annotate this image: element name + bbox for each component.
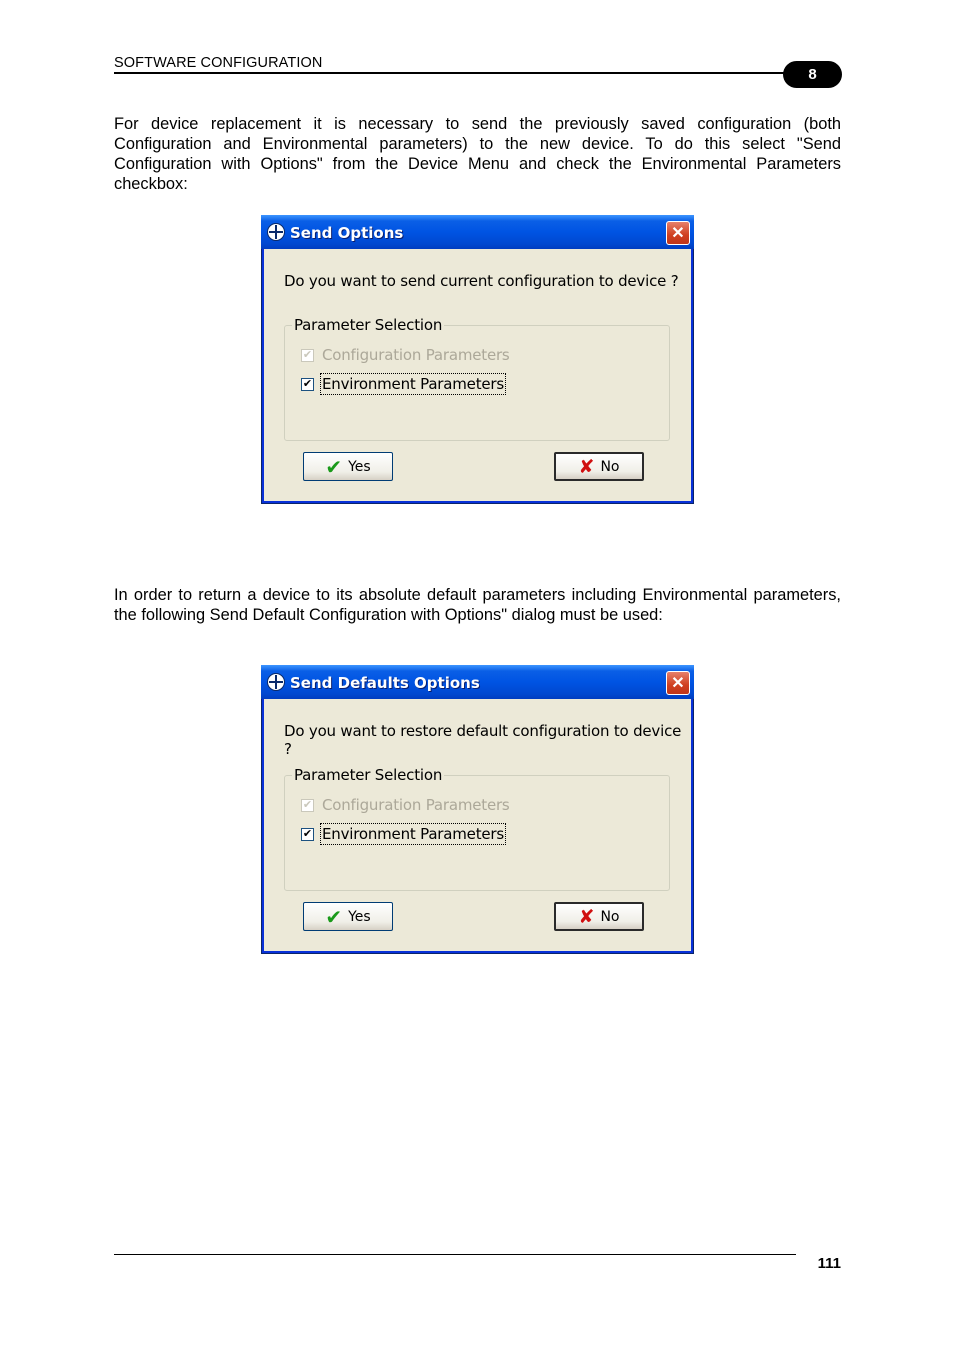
section-title: SOFTWARE CONFIGURATION bbox=[114, 55, 323, 71]
dialog-question: Do you want to send current configuration to device ? bbox=[284, 272, 679, 290]
checkbox-label: Configuration Parameters bbox=[322, 796, 510, 814]
yes-button[interactable] bbox=[303, 902, 393, 931]
no-button[interactable] bbox=[554, 452, 644, 481]
dialog-titlebar[interactable] bbox=[261, 665, 694, 699]
dialog-titlebar[interactable] bbox=[261, 215, 694, 249]
paragraph-device-replacement: For device replacement it is necessary to send the previously saved configuration (both Configuration and Environmental parameters) to the new device. To do this select "Send Configuration with Options" from the Device Menu and check the Environmental Parameters checkbox: bbox=[114, 115, 841, 193]
yes-button[interactable] bbox=[303, 452, 393, 481]
header-rule bbox=[114, 72, 804, 74]
chapter-badge: 8 bbox=[783, 61, 842, 88]
footer-rule bbox=[114, 1254, 796, 1255]
parameter-selection-group bbox=[284, 766, 670, 891]
configuration-parameters-option bbox=[301, 796, 510, 814]
page-number: 111 bbox=[817, 1255, 841, 1272]
configuration-parameters-checkbox bbox=[301, 799, 314, 812]
checkbox-label[interactable]: Environment Parameters bbox=[322, 825, 505, 843]
app-logo-icon bbox=[267, 673, 285, 691]
environment-parameters-option[interactable] bbox=[301, 375, 504, 393]
dialog-client-area bbox=[264, 249, 691, 501]
close-icon: ✕ bbox=[671, 225, 685, 242]
no-button-label: No bbox=[600, 458, 620, 475]
dialog-title: Send Options bbox=[290, 224, 404, 242]
green-check-icon: ✔ bbox=[325, 454, 343, 479]
group-label: Parameter Selection bbox=[294, 316, 443, 334]
green-check-icon: ✔ bbox=[325, 904, 343, 929]
checkbox-label: Configuration Parameters bbox=[322, 346, 510, 364]
environment-parameters-option[interactable] bbox=[301, 825, 504, 843]
environment-parameters-checkbox[interactable] bbox=[301, 828, 314, 841]
environment-parameters-checkbox[interactable] bbox=[301, 378, 314, 391]
checkbox-label[interactable]: Environment Parameters bbox=[322, 375, 505, 393]
red-x-icon: ✘ bbox=[578, 905, 595, 928]
red-x-icon: ✘ bbox=[578, 455, 595, 478]
checkmark-icon: ✔ bbox=[302, 377, 313, 390]
send-options-dialog bbox=[261, 215, 694, 504]
configuration-parameters-checkbox bbox=[301, 349, 314, 362]
dialog-title: Send Defaults Options bbox=[290, 674, 480, 692]
parameter-selection-group bbox=[284, 316, 670, 441]
send-defaults-options-dialog bbox=[261, 665, 694, 954]
yes-button-label: Yes bbox=[348, 458, 371, 475]
configuration-parameters-option bbox=[301, 346, 510, 364]
no-button-label: No bbox=[600, 908, 620, 925]
dialog-question: Do you want to restore default configuration to device ? bbox=[284, 722, 682, 758]
close-button[interactable] bbox=[666, 221, 690, 245]
paragraph-default-restore: In order to return a device to its absolute default parameters including Environmental parameters, the following Send Default Configuration with Options" dialog must be used: bbox=[114, 586, 841, 624]
group-label: Parameter Selection bbox=[294, 766, 443, 784]
checkmark-icon: ✔ bbox=[302, 798, 313, 811]
close-icon: ✕ bbox=[671, 675, 685, 692]
dialog-client-area bbox=[264, 699, 691, 951]
yes-button-label: Yes bbox=[348, 908, 371, 925]
app-logo-icon bbox=[267, 223, 285, 241]
no-button[interactable] bbox=[554, 902, 644, 931]
checkmark-icon: ✔ bbox=[302, 348, 313, 361]
close-button[interactable] bbox=[666, 671, 690, 695]
checkmark-icon: ✔ bbox=[302, 827, 313, 840]
